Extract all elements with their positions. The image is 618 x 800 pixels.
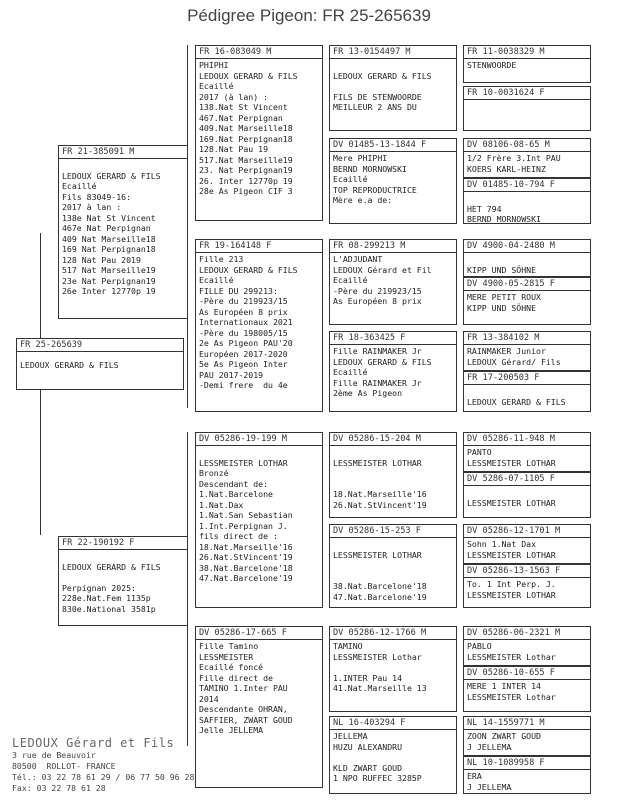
- pigeon-card-father: [58, 145, 188, 319]
- pigeon-card-g3: [329, 524, 457, 608]
- pigeon-details: 1/2 Frère 3.Int PAU KOERS KARL-HEINZ: [467, 153, 561, 174]
- ring-number: FR 18-363425 F: [330, 332, 456, 345]
- pigeon-details: LESSMEISTER LOTHAR: [467, 497, 556, 508]
- ring-number: DV 05286-12-1766 M: [330, 627, 456, 640]
- pigeon-card-mm: [195, 626, 323, 788]
- pigeon-details: PHIPHI LEDOUX GERARD & FILS Ecaillé 2017 (à lan) : 138.Nat St Vincent 467.Nat Perpignan 409.Nat Marseille18 169.Nat Perpignan18 128.Nat Pau 19 517.Nat Marseille19 23. Nat Perpignan19 26. Inter 12770p 19 28e As Pigeon CIF 3: [199, 60, 298, 196]
- pigeon-details: MERE 1 INTER 14 LESSMEISTER Lothar: [467, 681, 556, 702]
- ring-number: DV 01485-13-1844 F: [330, 139, 456, 152]
- ring-number: FR 13-0154497 M: [330, 46, 456, 59]
- pigeon-card-g3: [329, 331, 457, 412]
- pigeon-card-g3: [329, 45, 457, 131]
- pigeon-details: Mere PHIPHI BERND MORNOWSKI Ecaillé TOP REPRODUCTRICE Mère e.a de:: [333, 153, 417, 205]
- breeder-fax: Fax: 03 22 78 61 28: [12, 783, 106, 793]
- ring-number: DV 01485-10-794 F: [464, 179, 590, 192]
- pigeon-card-mf: [195, 432, 323, 608]
- ring-number: FR 22-190192 F: [59, 537, 187, 550]
- pigeon-card-g3: [329, 432, 457, 518]
- connector-line: [187, 626, 188, 746]
- page-title: Pédigree Pigeon: FR 25-265639: [187, 6, 431, 25]
- pigeon-details: ERA J JELLEMA: [467, 771, 512, 792]
- ring-number: DV 05286-11-948 M: [464, 433, 590, 446]
- pigeon-details: HET 794 BERND MORNOWSKI: [467, 203, 541, 224]
- pigeon-details: Sohn 1.Nat Dax LESSMEISTER LOTHAR: [467, 539, 556, 560]
- ring-number: NL 14-1559771 M: [464, 717, 590, 730]
- breeder-name: LEDOUX Gérard et Fils: [12, 736, 175, 750]
- pigeon-card-g3: [329, 138, 457, 224]
- pigeon-card-g4: [463, 756, 591, 794]
- ring-number: DV 05286-15-253 F: [330, 525, 456, 538]
- ring-number: FR 11-0038329 M: [464, 46, 590, 59]
- pigeon-card-g4: [463, 371, 591, 412]
- ring-number: DV 05286-15-204 M: [330, 433, 456, 446]
- ring-number: FR 13-384102 M: [464, 332, 590, 345]
- pigeon-card-g4: [463, 138, 591, 178]
- ring-number: FR 08-299213 M: [330, 240, 456, 253]
- pigeon-details: [464, 100, 590, 102]
- pigeon-card-g4: [463, 716, 591, 756]
- pigeon-details: JELLEMA HUZU ALEXANDRU KLD ZWART GOUD 1 NPO RUFFEC 3285P: [333, 731, 422, 783]
- pigeon-card-g4: [463, 626, 591, 666]
- pigeon-details: Fille RAINMAKER Jr LEDOUX GERARD & FILS Ecaillé Fille RAINMAKER Jr 2ème As Pigeon: [333, 346, 432, 398]
- ring-number: FR 10-0031624 F: [464, 87, 590, 100]
- pigeon-card-g4: [463, 86, 591, 131]
- pigeon-details: LEDOUX GERARD & FILS Perpignan 2025: 228e.Nat.Fem 1135p 830e.National 3581p: [62, 561, 161, 614]
- ring-number: DV 05286-10-655 F: [464, 667, 590, 680]
- ring-number: FR 16-083049 M: [196, 46, 322, 59]
- pigeon-details: STENWOORDE: [467, 60, 517, 70]
- pigeon-details: LEDOUX GERARD & FILS Ecaillé Fils 83049-16: 2017 à lan : 138e Nat St Vincent 467e Nat Perpignan 409 Nat Marseille18 169 Nat Perpignan18 128 Nat Pau 2019 517 Nat Marseille19 23e Nat Perpignan19 26e Inter 12770p 19: [62, 170, 161, 296]
- pigeon-details: LESSMEISTER LOTHAR 18.Nat.Marseille'16 26.Nat.StVincent'19: [333, 457, 427, 510]
- pigeon-details: Fille 213 LEDOUX GERARD & FILS Ecaillé FILLE DU 299213: -Père du 219923/15 As Européen 8 prix Internationaux 2021 -Père du 198005/15 2e As Pigeon PAU'20 Européen 2017-2020 5e As Pigeon Inter PAU 2017-2019 -Demi frere du 4e: [199, 254, 298, 390]
- pigeon-details: ZOON ZWART GOUD J JELLEMA: [467, 731, 541, 752]
- pigeon-card-g4: [463, 45, 591, 83]
- ring-number: DV 4900-05-2815 F: [464, 278, 590, 291]
- ring-number: DV 05286-06-2321 M: [464, 627, 590, 640]
- pigeon-details: RAINMAKER Junior LEDOUX Gérard/ Fils: [467, 346, 561, 367]
- pigeon-card-g4: [463, 432, 591, 472]
- pigeon-details: PANTO LESSMEISTER LOTHAR: [467, 447, 556, 468]
- ring-number: NL 16-403294 F: [330, 717, 456, 730]
- connector-line: [40, 389, 41, 535]
- ring-number: FR 25-265639: [17, 339, 183, 352]
- pigeon-details: L'ADJUDANT LEDOUX Gérard et Fil Ecaillé -Père du 219923/15 As Européen 8 prix: [333, 254, 432, 306]
- pigeon-card-g3: [329, 239, 457, 325]
- pigeon-details: PABLO LESSMEISTER Lothar: [467, 641, 556, 662]
- ring-number: DV 5286-07-1105 F: [464, 473, 590, 486]
- ring-number: FR 19-164148 F: [196, 240, 322, 253]
- pigeon-card-g4: [463, 331, 591, 371]
- breeder-address: 3 rue de Beauvoir: [12, 750, 96, 760]
- pigeon-details: LEDOUX GERARD & FILS FILS DE STENWOORDE MEILLEUR 2 ANS DU: [333, 70, 432, 112]
- pigeon-card-ff: [195, 45, 323, 221]
- ring-number: DV 05286-13-1563 F: [464, 565, 590, 578]
- connector-line: [187, 45, 188, 145]
- ring-number: DV 05286-12-1701 M: [464, 525, 590, 538]
- connector-line: [187, 432, 188, 536]
- pigeon-card-g3: [329, 626, 457, 712]
- pigeon-card-g4: [463, 178, 591, 224]
- breeder-city: 80500 ROLLOT- FRANCE: [12, 761, 116, 771]
- ring-number: FR 17-200503 F: [464, 372, 590, 385]
- connector-line: [187, 318, 188, 408]
- ring-number: DV 08106-08-65 M: [464, 139, 590, 152]
- connector-line: [40, 233, 41, 339]
- pigeon-details: LEDOUX GERARD & FILS: [20, 360, 119, 370]
- pigeon-details: KIPP UND SÖHNE: [467, 264, 537, 275]
- pigeon-card-g4: [463, 239, 591, 277]
- ring-number: FR 21-385091 M: [59, 146, 187, 159]
- pigeon-card-g4: [463, 472, 591, 518]
- pigeon-card-g4: [463, 564, 591, 608]
- ring-number: DV 4900-04-2480 M: [464, 240, 590, 253]
- pigeon-details: LEDOUX GERARD & FILS: [467, 396, 566, 407]
- breeder-phone: Tél.: 03 22 78 61 29 / 06 77 50 96 28: [12, 772, 195, 782]
- pigeon-card-g4: [463, 666, 591, 712]
- pigeon-card-subject: [16, 338, 184, 390]
- pigeon-details: LESSMEISTER LOTHAR Bronzé Descendant de: 1.Nat.Barcelone 1.Nat.Dax 1.Nat.San Sebastian 1.Int.Perpignan J. fils direct de : 18.Nat.Marseille'16 26.Nat.StVincent'19 38.Nat.Barcelone'18 47.Nat.Barcelone'19: [199, 457, 293, 583]
- breeder-info: [12, 736, 194, 794]
- pigeon-card-g4: [463, 277, 591, 325]
- pigeon-details: TAMINO LESSMEISTER Lothar 1.INTER Pau 14 41.Nat.Marseille 13: [333, 641, 427, 693]
- pigeon-card-fm: [195, 239, 323, 412]
- pigeon-card-g3: [329, 716, 457, 794]
- pigeon-card-mother: [58, 536, 188, 626]
- pigeon-details: Fille Tamino LESSMEISTER Ecaillé foncé Fille direct de TAMINO 1.Inter PAU 2014 Descendante OHRAN, SAFFIER, ZWART GOUD Jelle JELLEMA: [199, 641, 293, 735]
- ring-number: NL 10-1089958 F: [464, 757, 590, 770]
- ring-number: DV 05286-19-199 M: [196, 433, 322, 446]
- pigeon-details: To. 1 Int Perp. J. LESSMEISTER LOTHAR: [467, 579, 556, 600]
- ring-number: DV 05286-17-665 F: [196, 627, 322, 640]
- pigeon-card-g4: [463, 524, 591, 564]
- pigeon-details: LESSMEISTER LOTHAR 38.Nat.Barcelone'18 47.Nat.Barcelone'19: [333, 549, 427, 602]
- pigeon-details: MERE PETIT ROUX KIPP UND SÖHNE: [467, 292, 541, 313]
